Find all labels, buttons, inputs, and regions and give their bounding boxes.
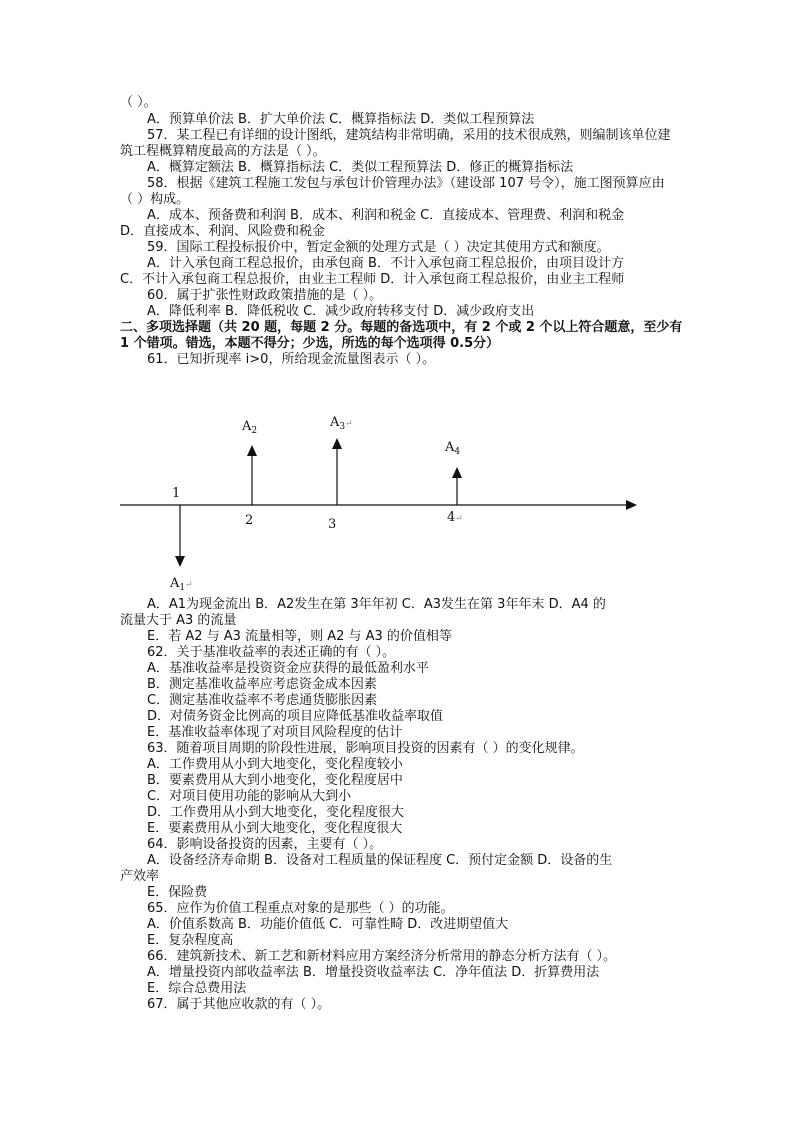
q64-stem: 64．影响设备投资的因素，主要有（ ）。 <box>147 837 383 852</box>
q61-options-cont: 流量大于 A3 的流量 <box>120 613 237 628</box>
q63-option-e: E．要素费用从小到大地变化，变化程度很大 <box>147 821 403 836</box>
q56-options: A．预算单价法 B．扩大单价法 C．概算指标法 D．类似工程预算法 <box>147 112 535 127</box>
flow-label-a2: $A_2$ <box>242 419 258 436</box>
q57-options: A．概算定额法 B．概算指标法 C．类似工程预算法 D．修正的概算指标法 <box>147 160 574 175</box>
flow-arrowhead-a2 <box>247 445 257 456</box>
section-heading-multi-choice: 二、多项选择题（共 20 题，每题 2 分。每题的备选项中，有 2 个或 2 个以上符合题意，至少有 <box>120 320 683 335</box>
cash-flow-svg <box>115 395 655 600</box>
q65-options: A．价值系数高 B．功能价值低 C．可靠性畸 D．改进期望值大 <box>147 917 509 932</box>
q59-options-cd: C．不计入承包商工程总报价，由业主工程师 D．计入承包商工程总报价，由业主工程师 <box>120 272 625 287</box>
q63-option-d: D．工作费用从小到大地变化，变化程度很大 <box>147 805 405 820</box>
q60-options: A．降低利率 B．降低税收 C．减少政府转移支付 D．减少政府支出 <box>147 304 535 319</box>
q61-stem: 61．已知折现率 i>0，所给现金流量图表示（ ）。 <box>147 352 436 367</box>
q58-stem-cont: （ ）构成。 <box>120 192 190 207</box>
q57-stem-cont: 筑工程概算精度最高的方法是（ ）。 <box>120 144 326 159</box>
time-axis-arrowhead <box>626 500 637 510</box>
q62-option-e: E．基准收益率体现了对项目风险程度的估计 <box>147 725 403 740</box>
q62-stem: 62．关于基准收益率的表述正确的有（ ）。 <box>147 645 396 660</box>
q59-stem: 59．国际工程投标报价中，暂定金额的处理方式是（ ）决定其使用方式和额度。 <box>147 240 610 255</box>
flow-label-a1: $A_1^↵$ <box>170 576 193 593</box>
q57-stem: 57．某工程已有详细的设计图纸，建筑结构非常明确，采用的技术很成熟，则编制该单位建 <box>147 128 671 143</box>
q60-stem: 60．属于扩张性财政政策措施的是（ ）。 <box>147 288 383 303</box>
q58-stem: 58．根据《建筑工程施工发包与承包计价管理办法》（建设部 107 号令），施工图预算应由 <box>147 176 665 191</box>
section-heading-multi-choice-cont: 1 个错项。错选，本题不得分；少选，所选的每个选项得 0.5分） <box>120 336 500 351</box>
q62-option-b: B．测定基准收益率应考虑资金成本因素 <box>147 677 377 692</box>
flow-arrowhead-a1 <box>175 556 185 567</box>
q56-bracket-line: （ ）。 <box>120 95 157 110</box>
flow-arrowhead-a3 <box>332 438 342 449</box>
q58-options: A．成本、预备费和利润 B．成本、利润和税金 C．直接成本、管理费、利润和税金 <box>147 208 625 223</box>
q63-option-c: C．对项目使用功能的影响从大到小 <box>147 789 352 804</box>
q63-stem: 63．随着项目周期的阶段性进展，影响项目投资的因素有（ ）的变化规律。 <box>147 741 584 756</box>
q59-options-ab: A．计入承包商工程总报价，由承包商 B．不计入承包商工程总报价，由项目设计方 <box>147 256 624 271</box>
q63-option-a: A．工作费用从小到大地变化，变化程度较小 <box>147 757 403 772</box>
q61-option-e: E．若 A2 与 A3 流量相等，则 A2 与 A3 的价值相等 <box>147 629 452 644</box>
q67-stem: 67．属于其他应收款的有（ ）。 <box>147 997 331 1012</box>
q58-option-d: D．直接成本、利润、风险费和税金 <box>120 224 326 239</box>
q64-options: A．设备经济寿命期 B．设备对工程质量的保证程度 C．预付定金额 D．设备的生 <box>147 853 613 868</box>
q62-option-c: C．测定基准收益率不考虑通货膨胀因素 <box>147 693 378 708</box>
q61-options: A．A1为现金流出 B．A2发生在第 3年年初 C．A3发生在第 3年年末 D．A4 的 <box>147 597 606 612</box>
q65-stem: 65．应作为价值工程重点对象的是那些（ ）的功能。 <box>147 901 454 916</box>
q62-option-a: A．基准收益率是投资资金应获得的最低盈利水平 <box>147 661 429 676</box>
period-label-4: 4↵ <box>447 510 463 525</box>
q64-option-e: E．保险费 <box>147 885 208 900</box>
q65-option-e: E．复杂程度高 <box>147 933 234 948</box>
flow-label-a3: $A_3^↵$ <box>330 415 353 432</box>
period-label-1: 1 <box>172 486 181 501</box>
q62-option-d: D．对债务资金比例高的项目应降低基准收益率取值 <box>147 709 444 724</box>
flow-arrowhead-a4 <box>452 467 462 478</box>
q64-options-cont: 产效率 <box>120 869 160 884</box>
period-label-2: 2 <box>245 513 254 528</box>
q66-stem: 66．建筑新技术、新工艺和新材料应用方案经济分析常用的静态分析方法有（ ）。 <box>147 949 617 964</box>
q66-option-e: E．综合总费用法 <box>147 981 247 996</box>
q66-options: A．增量投资内部收益率法 B．增量投资收益率法 C．净年值法 D．折算费用法 <box>147 965 600 980</box>
q63-option-b: B．要素费用从大到小地变化，变化程度居中 <box>147 773 403 788</box>
period-label-3: 3 <box>328 517 337 532</box>
flow-label-a4: $A_4$ <box>445 440 461 457</box>
cash-flow-diagram <box>115 395 655 600</box>
